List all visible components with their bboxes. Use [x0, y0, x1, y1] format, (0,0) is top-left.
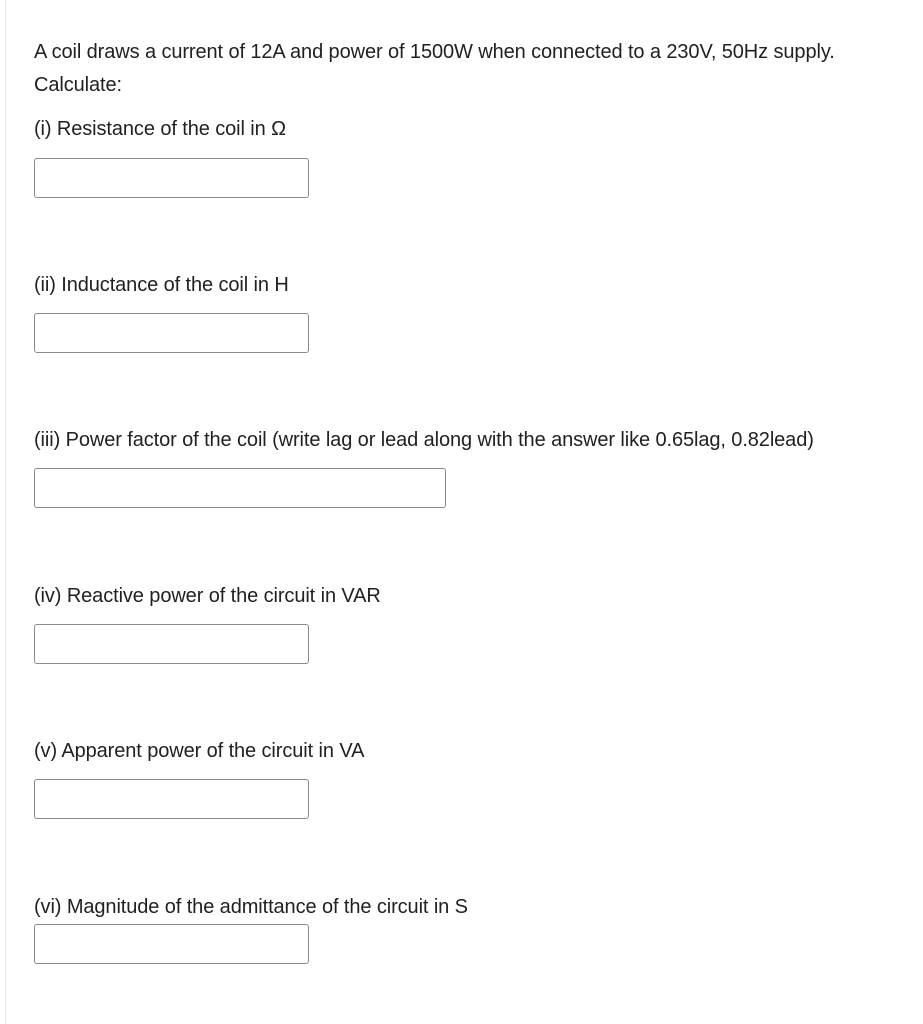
part-3-answer-input[interactable]: [34, 468, 446, 508]
page-left-divider: [5, 0, 6, 1024]
question-calculate-label: Calculate:: [34, 74, 122, 96]
part-5-label: (v) Apparent power of the circuit in VA: [34, 740, 365, 762]
part-4-label: (iv) Reactive power of the circuit in VAR: [34, 585, 381, 607]
part-4-answer-input[interactable]: [34, 624, 309, 664]
part-5-answer-input[interactable]: [34, 779, 309, 819]
part-1-answer-input[interactable]: [34, 158, 309, 198]
part-2-label: (ii) Inductance of the coil in H: [34, 274, 289, 296]
part-6-label: (vi) Magnitude of the admittance of the circuit in S: [34, 896, 468, 918]
part-2-answer-input[interactable]: [34, 313, 309, 353]
part-3-label: (iii) Power factor of the coil (write lag or lead along with the answer like 0.65lag, 0.82lead): [34, 429, 814, 451]
question-intro: A coil draws a current of 12A and power of 1500W when connected to a 230V, 50Hz supply.: [34, 41, 835, 63]
part-1-label: (i) Resistance of the coil in Ω: [34, 118, 286, 140]
part-6-answer-input[interactable]: [34, 924, 309, 964]
